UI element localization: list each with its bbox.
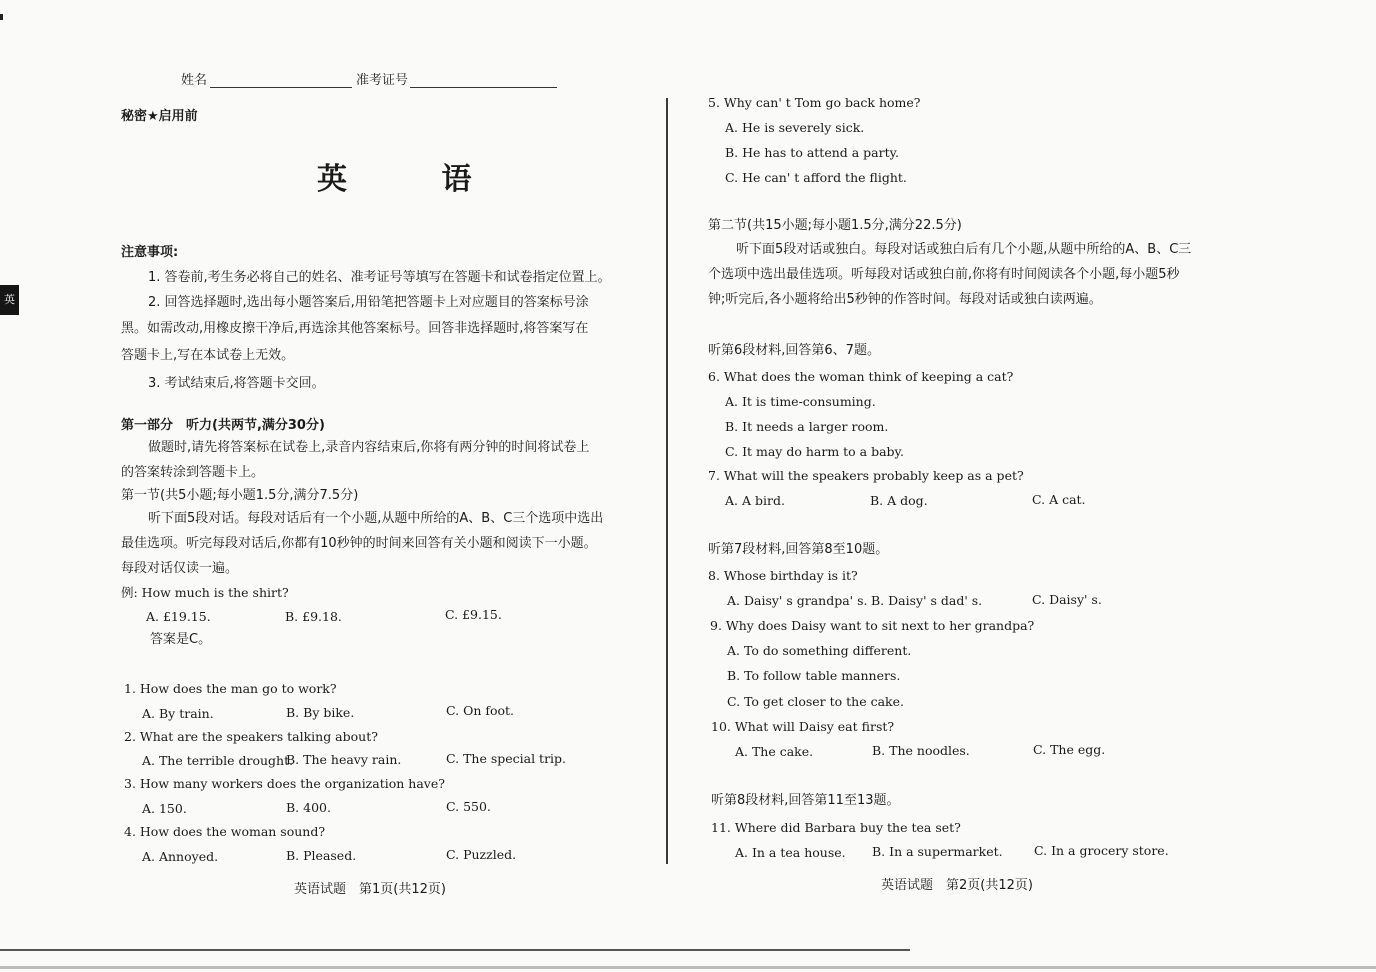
section1-line: 听下面5段对话。每段对话后有一个小题,从题中所给的A、B、C三个选项中选出 xyxy=(148,511,604,526)
section2-title: 第二节(共15小题;每小题1.5分,满分22.5分) xyxy=(708,218,962,233)
option: C. On foot. xyxy=(446,703,515,718)
option: C. The special trip. xyxy=(446,751,567,766)
option: B. He has to attend a party. xyxy=(725,145,899,160)
scan-mark xyxy=(0,14,3,20)
option: C. Daisy' s. xyxy=(1032,592,1102,607)
option: A. 150. xyxy=(142,801,187,816)
part1-title: 第一部分 听力(共两节,满分30分) xyxy=(121,418,325,433)
option: B. 400. xyxy=(286,800,331,815)
option: C. In a grocery store. xyxy=(1034,843,1169,858)
part1-line: 的答案转涂到答题卡上。 xyxy=(121,465,265,480)
question: 3. How many workers does the organization have? xyxy=(124,776,445,791)
option: A. Daisy' s grandpa' s. xyxy=(727,593,868,608)
option: A. To do something different. xyxy=(727,643,912,658)
material-heading: 听第7段材料,回答第8至10题。 xyxy=(708,542,889,557)
option: A. He is severely sick. xyxy=(725,120,865,135)
example-option: A. £19.15. xyxy=(146,609,211,624)
material-heading: 听第6段材料,回答第6、7题。 xyxy=(708,343,880,358)
option: B. Pleased. xyxy=(286,848,357,863)
exam-id-field[interactable] xyxy=(410,87,557,88)
option: A. In a tea house. xyxy=(735,845,846,860)
section2-line: 个选项中选出最佳选项。听每段对话或独白前,你将有时间阅读各个小题,每小题5秒 xyxy=(708,267,1180,282)
option: B. It needs a larger room. xyxy=(725,419,889,434)
question: 5. Why can' t Tom go back home? xyxy=(708,95,921,110)
option: C. A cat. xyxy=(1032,492,1086,507)
option: A. The terrible drought. xyxy=(142,753,294,768)
example-option: C. £9.15. xyxy=(445,607,502,622)
question: 11. Where did Barbara buy the tea set? xyxy=(711,820,961,835)
option: A. It is time-consuming. xyxy=(725,394,876,409)
option: B. A dog. xyxy=(870,493,928,508)
notice-line: 答题卡上,写在本试卷上无效。 xyxy=(121,348,295,363)
option: A. By train. xyxy=(142,706,214,721)
question: 4. How does the woman sound? xyxy=(124,824,326,839)
option: C. 550. xyxy=(446,799,491,814)
scan-edge-line xyxy=(0,949,910,951)
question: 2. What are the speakers talking about? xyxy=(124,729,378,744)
option: C. It may do harm to a baby. xyxy=(725,444,904,459)
question: 10. What will Daisy eat first? xyxy=(711,719,895,734)
part1-line: 做题时,请先将答案标在试卷上,录音内容结束后,你将有两分钟的时间将试卷上 xyxy=(148,440,590,455)
example-answer: 答案是C。 xyxy=(150,632,212,647)
notice-title: 注意事项: xyxy=(121,245,179,260)
option: B. Daisy' s dad' s. xyxy=(871,593,983,608)
scan-edge-strip xyxy=(0,966,1376,969)
notice-line: 3. 考试结束后,将答题卡交回。 xyxy=(148,376,325,391)
side-tab: 英 xyxy=(0,285,19,315)
option: B. The noodles. xyxy=(872,743,970,758)
example-option: B. £9.18. xyxy=(285,609,342,624)
page-footer: 英语试题 第1页(共12页) xyxy=(294,882,446,897)
question: 6. What does the woman think of keeping a cat? xyxy=(708,369,1014,384)
option: A. Annoyed. xyxy=(142,849,219,864)
notice-line: 黑。如需改动,用橡皮擦干净后,再选涂其他答案标号。回答非选择题时,将答案写在 xyxy=(121,321,589,336)
option: B. In a supermarket. xyxy=(872,844,1003,859)
notice-line: 1. 答卷前,考生务必将自己的姓名、准考证号等填写在答题卡和试卷指定位置上。 xyxy=(148,270,611,285)
page-divider xyxy=(666,98,668,864)
material-heading: 听第8段材料,回答第11至13题。 xyxy=(711,793,900,808)
page-footer: 英语试题 第2页(共12页) xyxy=(881,878,1033,893)
question: 7. What will the speakers probably keep as a pet? xyxy=(708,468,1024,483)
secret-mark: 秘密★启用前 xyxy=(121,109,198,124)
question: 8. Whose birthday is it? xyxy=(708,568,858,583)
option: B. The heavy rain. xyxy=(286,752,402,767)
name-field[interactable] xyxy=(210,87,352,88)
option: C. To get closer to the cake. xyxy=(727,694,904,709)
section1-title: 第一节(共5小题;每小题1.5分,满分7.5分) xyxy=(121,488,359,503)
option: C. Puzzled. xyxy=(446,847,517,862)
section1-line: 每段对话仅读一遍。 xyxy=(121,561,239,576)
question: 9. Why does Daisy want to sit next to her grandpa? xyxy=(710,618,1035,633)
section2-line: 听下面5段对话或独白。每段对话或独白后有几个小题,从题中所给的A、B、C三 xyxy=(736,242,1192,257)
option: C. The egg. xyxy=(1033,742,1106,757)
option: B. By bike. xyxy=(286,705,355,720)
option: A. A bird. xyxy=(725,493,785,508)
subject-title: 英 语 xyxy=(317,162,514,197)
example-question: 例: How much is the shirt? xyxy=(121,585,289,600)
section1-line: 最佳选项。听完每段对话后,你都有10秒钟的时间来回答有关小题和阅读下一小题。 xyxy=(121,536,597,551)
notice-line: 2. 回答选择题时,选出每小题答案后,用铅笔把答题卡上对应题目的答案标号涂 xyxy=(148,295,589,310)
option: C. He can' t afford the flight. xyxy=(725,170,907,185)
exam-id-label: 准考证号 xyxy=(356,73,409,88)
option: B. To follow table manners. xyxy=(727,668,901,683)
question: 1. How does the man go to work? xyxy=(124,681,337,696)
name-label: 姓名 xyxy=(181,73,208,88)
option: A. The cake. xyxy=(735,744,814,759)
section2-line: 钟;听完后,各小题将给出5秒钟的作答时间。每段对话或独白读两遍。 xyxy=(708,292,1102,307)
